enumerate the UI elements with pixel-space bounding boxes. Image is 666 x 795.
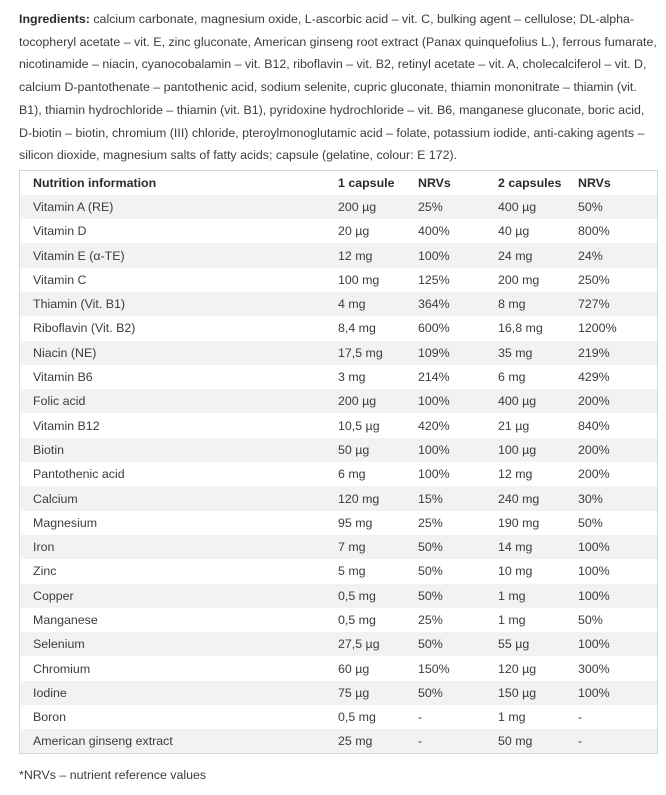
cell-amount-2-capsules: 55 µg <box>498 637 530 652</box>
cell-nrv-2-capsules: 50% <box>578 199 603 214</box>
cell-nrv-1-capsule: 50% <box>418 637 443 652</box>
cell-nutrient: Zinc <box>33 564 57 579</box>
cell-amount-1-capsule: 4 mg <box>338 297 366 312</box>
cell-amount-1-capsule: 8,4 mg <box>338 321 376 336</box>
cell-nrv-2-capsules: 300% <box>578 661 610 676</box>
cell-nrv-1-capsule: 25% <box>418 612 443 627</box>
cell-nutrient: Calcium <box>33 491 78 506</box>
cell-nutrient: American ginseng extract <box>33 734 173 749</box>
cell-amount-1-capsule: 3 mg <box>338 370 366 385</box>
nutrition-table <box>19 170 658 754</box>
header-nrvs-1: NRVs <box>418 175 451 190</box>
cell-nrv-1-capsule: 50% <box>418 685 443 700</box>
cell-amount-1-capsule: 0,5 mg <box>338 612 376 627</box>
cell-nrv-2-capsules: 100% <box>578 564 610 579</box>
cell-nrv-1-capsule: 100% <box>418 467 450 482</box>
table-row <box>20 389 658 413</box>
cell-amount-1-capsule: 75 µg <box>338 685 370 700</box>
cell-amount-2-capsules: 200 mg <box>498 272 540 287</box>
cell-nrv-2-capsules: 50% <box>578 515 603 530</box>
cell-nrv-1-capsule: 400% <box>418 224 450 239</box>
header-2-capsules: 2 capsules <box>498 175 562 190</box>
cell-nrv-2-capsules: 1200% <box>578 321 617 336</box>
cell-nutrient: Vitamin E (α-TE) <box>33 248 125 263</box>
cell-nutrient: Manganese <box>33 612 98 627</box>
table-row <box>20 243 658 267</box>
table-row <box>20 535 658 559</box>
cell-nrv-2-capsules: 100% <box>578 637 610 652</box>
table-row <box>20 413 658 437</box>
cell-nrv-1-capsule: 109% <box>418 345 450 360</box>
cell-amount-1-capsule: 100 mg <box>338 272 380 287</box>
cell-amount-1-capsule: 120 mg <box>338 491 380 506</box>
cell-nrv-1-capsule: 50% <box>418 564 443 579</box>
cell-nutrient: Copper <box>33 588 74 603</box>
cell-nutrient: Vitamin B12 <box>33 418 100 433</box>
table-row <box>20 268 658 292</box>
header-nutrition-information: Nutrition information <box>33 175 157 190</box>
table-row <box>20 656 658 680</box>
cell-amount-2-capsules: 1 mg <box>498 588 526 603</box>
cell-amount-2-capsules: 10 mg <box>498 564 533 579</box>
table-row <box>20 705 658 729</box>
cell-nrv-1-capsule: 100% <box>418 248 450 263</box>
cell-nutrient: Vitamin A (RE) <box>33 199 114 214</box>
cell-nrv-2-capsules: 24% <box>578 248 603 263</box>
cell-amount-1-capsule: 17,5 mg <box>338 345 383 360</box>
cell-nrv-2-capsules: 429% <box>578 370 610 385</box>
cell-amount-2-capsules: 150 µg <box>498 685 537 700</box>
cell-nutrient: Vitamin C <box>33 272 87 287</box>
table-row <box>20 729 658 753</box>
cell-nrv-2-capsules: 30% <box>578 491 603 506</box>
cell-amount-2-capsules: 40 µg <box>498 224 530 239</box>
cell-nrv-2-capsules: 219% <box>578 345 610 360</box>
cell-nrv-2-capsules: 100% <box>578 685 610 700</box>
cell-amount-1-capsule: 200 µg <box>338 394 377 409</box>
table-row <box>20 486 658 510</box>
cell-amount-2-capsules: 1 mg <box>498 612 526 627</box>
cell-amount-2-capsules: 120 µg <box>498 661 537 676</box>
cell-amount-2-capsules: 240 mg <box>498 491 540 506</box>
cell-amount-2-capsules: 100 µg <box>498 442 537 457</box>
nrv-footnote: *NRVs – nutrient reference values <box>19 768 207 782</box>
ingredients-label: Ingredients: <box>19 12 90 26</box>
cell-nrv-2-capsules: 200% <box>578 467 610 482</box>
cell-nrv-1-capsule: 25% <box>418 199 443 214</box>
cell-amount-2-capsules: 190 mg <box>498 515 540 530</box>
cell-amount-2-capsules: 6 mg <box>498 370 526 385</box>
cell-nrv-2-capsules: 250% <box>578 272 610 287</box>
table-row <box>20 438 658 462</box>
cell-amount-1-capsule: 0,5 mg <box>338 710 376 725</box>
cell-nutrient: Vitamin D <box>33 224 87 239</box>
table-row <box>20 292 658 316</box>
cell-nrv-1-capsule: 50% <box>418 588 443 603</box>
cell-nrv-2-capsules: 100% <box>578 588 610 603</box>
cell-nrv-2-capsules: 50% <box>578 612 603 627</box>
nutrition-table-body <box>20 195 658 754</box>
cell-amount-1-capsule: 27,5 µg <box>338 637 380 652</box>
cell-amount-2-capsules: 12 mg <box>498 467 533 482</box>
table-row <box>20 511 658 535</box>
cell-nutrient: Boron <box>33 710 67 725</box>
cell-nrv-1-capsule: 420% <box>418 418 450 433</box>
cell-nrv-2-capsules: - <box>578 734 583 749</box>
cell-amount-1-capsule: 7 mg <box>338 540 366 555</box>
cell-amount-1-capsule: 20 µg <box>338 224 370 239</box>
cell-amount-2-capsules: 21 µg <box>498 418 530 433</box>
cell-nutrient: Iodine <box>33 685 67 700</box>
ingredients-paragraph <box>19 8 659 167</box>
table-row <box>20 316 658 340</box>
cell-amount-1-capsule: 60 µg <box>338 661 370 676</box>
cell-amount-1-capsule: 10,5 µg <box>338 418 380 433</box>
cell-nutrient: Pantothenic acid <box>33 467 125 482</box>
cell-nutrient: Folic acid <box>33 394 86 409</box>
cell-nrv-2-capsules: 200% <box>578 442 610 457</box>
cell-amount-2-capsules: 50 mg <box>498 734 533 749</box>
cell-nutrient: Thiamin (Vit. B1) <box>33 297 126 312</box>
cell-nutrient: Iron <box>33 540 55 555</box>
cell-nutrient: Magnesium <box>33 515 98 530</box>
table-row <box>20 632 658 656</box>
cell-nrv-1-capsule: - <box>418 734 423 749</box>
table-row <box>20 559 658 583</box>
cell-nrv-1-capsule: 25% <box>418 515 443 530</box>
cell-nrv-2-capsules: 200% <box>578 394 610 409</box>
cell-amount-2-capsules: 400 µg <box>498 394 537 409</box>
nutrition-table-header <box>20 171 658 195</box>
cell-nrv-1-capsule: 214% <box>418 370 450 385</box>
cell-amount-1-capsule: 6 mg <box>338 467 366 482</box>
table-row <box>20 219 658 243</box>
header-nrvs-2: NRVs <box>578 175 611 190</box>
cell-nutrient: Biotin <box>33 442 64 457</box>
cell-nrv-1-capsule: 364% <box>418 297 450 312</box>
cell-nutrient: Selenium <box>33 637 85 652</box>
cell-amount-2-capsules: 35 mg <box>498 345 533 360</box>
header-1-capsule: 1 capsule <box>338 175 395 190</box>
table-row <box>20 462 658 486</box>
cell-nrv-1-capsule: 125% <box>418 272 450 287</box>
cell-nrv-2-capsules: 100% <box>578 540 610 555</box>
header-row <box>20 171 658 195</box>
cell-amount-1-capsule: 95 mg <box>338 515 373 530</box>
cell-amount-2-capsules: 8 mg <box>498 297 526 312</box>
table-row <box>20 341 658 365</box>
cell-nrv-1-capsule: 15% <box>418 491 443 506</box>
table-row <box>20 608 658 632</box>
cell-amount-2-capsules: 16,8 mg <box>498 321 543 336</box>
cell-amount-1-capsule: 50 µg <box>338 442 370 457</box>
cell-nrv-1-capsule: 150% <box>418 661 450 676</box>
cell-amount-1-capsule: 0,5 mg <box>338 588 376 603</box>
cell-amount-1-capsule: 5 mg <box>338 564 366 579</box>
cell-nrv-2-capsules: - <box>578 710 583 725</box>
cell-amount-2-capsules: 14 mg <box>498 540 533 555</box>
cell-amount-1-capsule: 25 mg <box>338 734 373 749</box>
cell-amount-1-capsule: 12 mg <box>338 248 373 263</box>
cell-nrv-1-capsule: 600% <box>418 321 450 336</box>
cell-nutrient: Vitamin B6 <box>33 370 93 385</box>
cell-amount-2-capsules: 24 mg <box>498 248 533 263</box>
table-row <box>20 584 658 608</box>
cell-nrv-2-capsules: 840% <box>578 418 610 433</box>
cell-nrv-2-capsules: 727% <box>578 297 610 312</box>
cell-nrv-1-capsule: 100% <box>418 394 450 409</box>
cell-nrv-2-capsules: 800% <box>578 224 610 239</box>
cell-amount-2-capsules: 1 mg <box>498 710 526 725</box>
cell-nrv-1-capsule: 50% <box>418 540 443 555</box>
cell-amount-2-capsules: 400 µg <box>498 199 537 214</box>
table-row <box>20 195 658 219</box>
table-row <box>20 681 658 705</box>
cell-nrv-1-capsule: 100% <box>418 442 450 457</box>
ingredients-text: calcium carbonate, magnesium oxide, L-ascorbic acid – vit. C, bulking agent – cellulose; DL-alpha-tocopheryl acetate – vit. E, zinc gluconate, American ginseng root extract (Panax quinquefolius L.), ferrous fumarate, nicotinamide – niacin, cyanocobalamin – vit. B12, riboflavin – vit. B2, retinyl acetate – vit. A, cholecalciferol – vit. D, calcium D-pantothenate – pantothenic acid, sodium selenite, cupric gluconate, thiamin mononitrate – thiamin (vit. B1), thiamin hydrochloride – thiamin (vit. B1), pyridoxine hydrochloride – vit. B6, manganese gluconate, boric acid, D-biotin – biotin, chromium (III) chloride, pteroylmonoglutamic acid – folate, potassium iodide, anti-caking agents – silicon dioxide, magnesium salts of fatty acids; capsule (gelatine, colour: E 172). <box>19 12 657 163</box>
cell-nrv-1-capsule: - <box>418 710 423 725</box>
cell-nutrient: Chromium <box>33 661 91 676</box>
cell-nutrient: Riboflavin (Vit. B2) <box>33 321 136 336</box>
cell-nutrient: Niacin (NE) <box>33 345 97 360</box>
cell-amount-1-capsule: 200 µg <box>338 199 377 214</box>
table-row <box>20 365 658 389</box>
